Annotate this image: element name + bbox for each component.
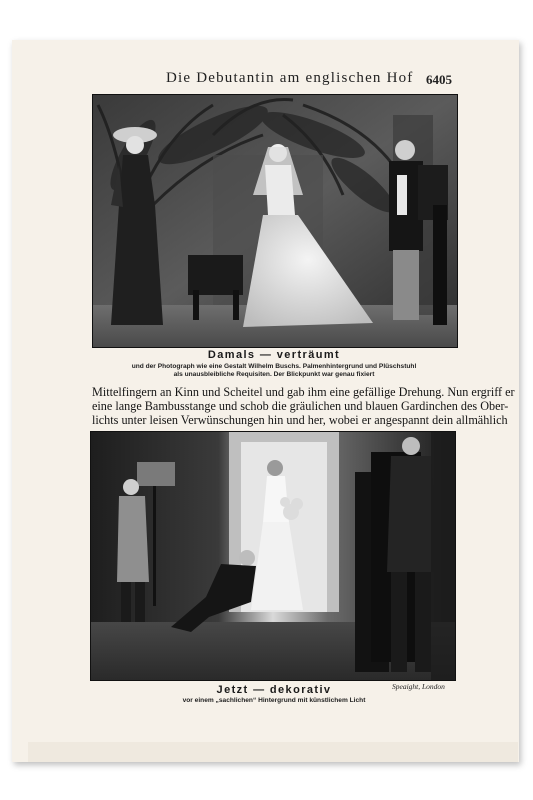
photo-victorian-studio-image — [93, 95, 457, 347]
top-photo-caption-title: Damals — verträumt — [207, 349, 341, 361]
page-number: 6405 — [426, 72, 452, 87]
top-photo-caption-line-2: als unausbleibliche Requisiten. Der Blickpunkt war genau fixiert — [173, 371, 375, 378]
photo-credit: Speaight, London — [392, 682, 445, 691]
photo-modern-studio — [90, 431, 456, 681]
running-head: Die Debutantin am englischen Hof — [166, 70, 414, 86]
body-text-line-3: lichts unter leisen Verwünschungen hin und her, wobei er angespannt dein allmählich — [92, 413, 508, 427]
photo-victorian-studio — [92, 94, 458, 348]
body-text-line-2: eine lange Bambusstange und schob die gräulichen und blauen Gardinchen des Ober- — [92, 399, 509, 413]
top-photo-caption-line-1: und der Photograph wie eine Gestalt Wilhelm Buschs. Palmenhintergrund und Plüschstuhl — [131, 363, 417, 370]
page-edge — [28, 742, 518, 762]
body-text-line-1: Mittelfingern an Kinn und Scheitel und gab ihm eine gefällige Drehung. Nun ergriff er — [92, 385, 515, 399]
bottom-photo-caption-line-1: vor einem „sachlichen“ Hintergrund mit künstlichem Licht — [182, 697, 366, 704]
photo-modern-studio-image — [91, 432, 455, 680]
bottom-photo-caption-title: Jetzt — dekorativ — [216, 684, 332, 696]
